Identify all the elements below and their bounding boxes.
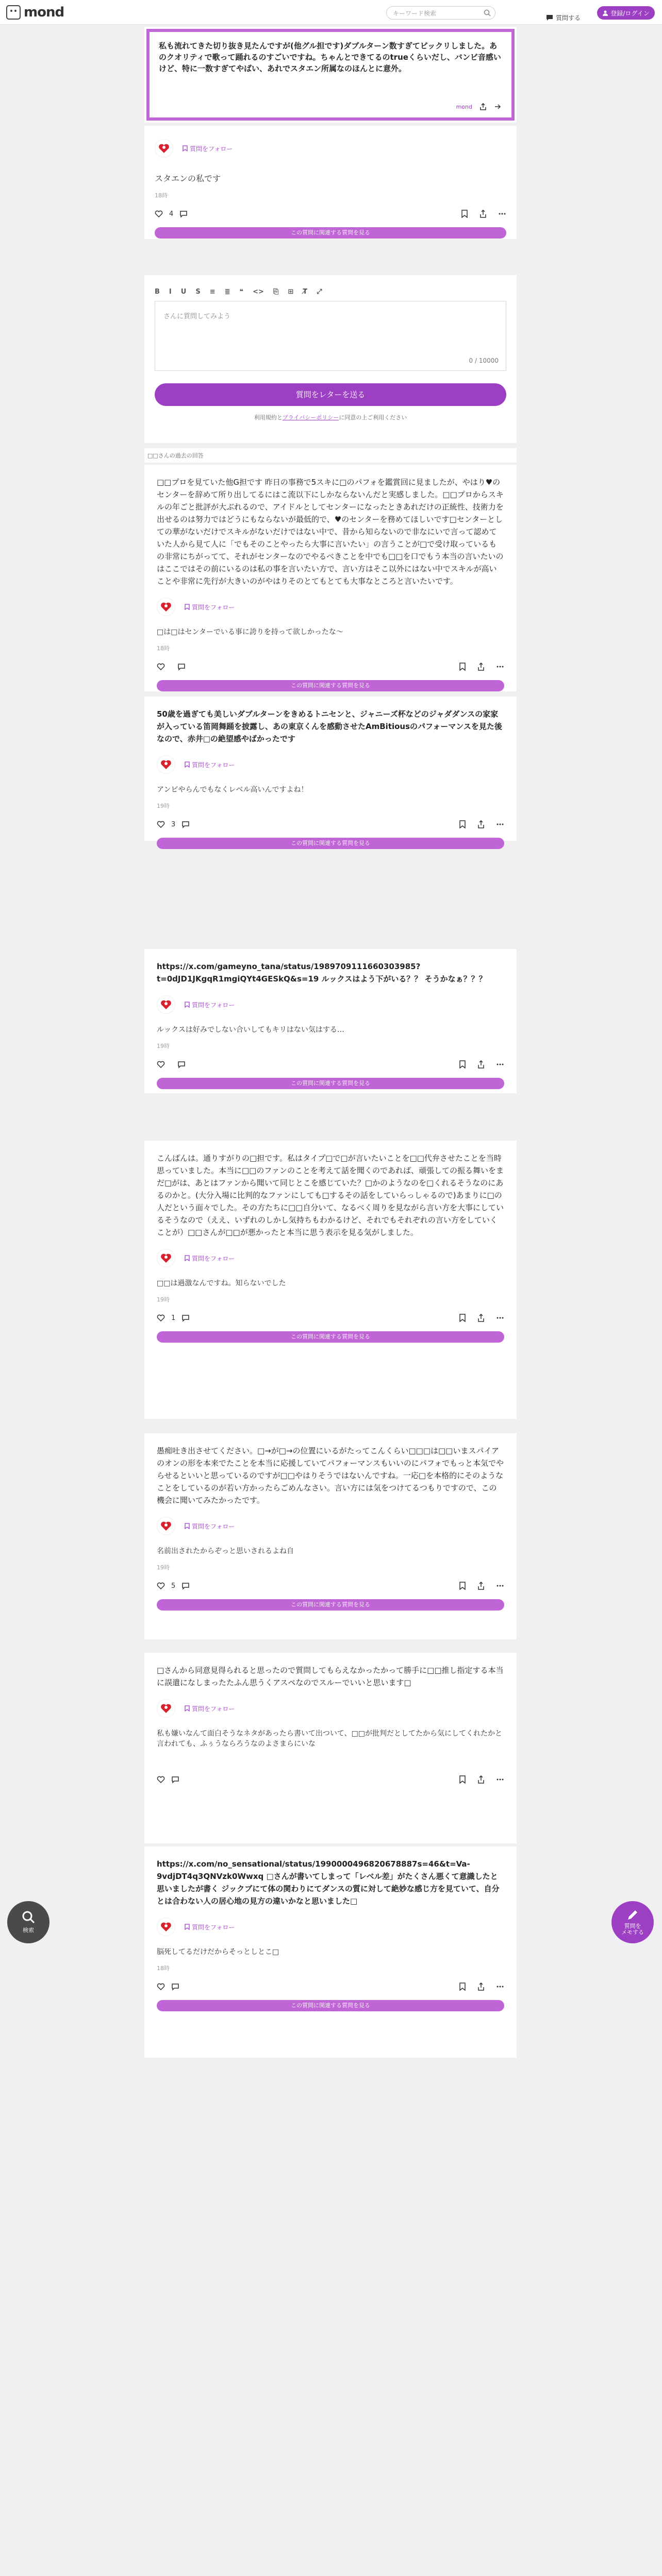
like-count: 3 <box>171 820 176 828</box>
share-icon[interactable] <box>477 820 485 828</box>
bookmark-icon <box>185 1705 190 1711</box>
login-button[interactable] <box>597 6 655 20</box>
comment-icon[interactable] <box>171 1982 179 1991</box>
answer-body: 名前出されたからぞっと思いされるよね自 <box>157 1547 294 1555</box>
bookmark-icon[interactable] <box>459 1775 466 1784</box>
avatar[interactable] <box>157 755 175 774</box>
follow-question-button[interactable] <box>185 1923 235 1931</box>
like-icon[interactable] <box>157 820 165 828</box>
bullet-list-button[interactable]: ≡ <box>209 287 216 296</box>
share-icon[interactable] <box>477 663 485 671</box>
share-icon[interactable] <box>479 103 487 110</box>
featured-author[interactable]: mond <box>456 103 472 110</box>
share-icon[interactable] <box>477 1582 485 1590</box>
editor-toolbar <box>155 286 506 297</box>
underline-button[interactable]: U <box>180 287 187 296</box>
italic-button[interactable]: I <box>169 287 172 296</box>
answer-card <box>144 1141 517 1419</box>
search-box[interactable] <box>386 6 495 20</box>
more-options-icon[interactable] <box>496 663 504 671</box>
comment-icon[interactable] <box>181 1314 190 1322</box>
follow-question-button[interactable] <box>183 144 233 153</box>
like-icon[interactable] <box>157 1060 165 1069</box>
avatar[interactable] <box>157 1517 175 1535</box>
terms-suffix: に同意の上ご利用ください <box>339 414 407 421</box>
avatar[interactable] <box>155 139 173 158</box>
answer-body: アンビやらんでもなくレベル高いんですよね！ <box>157 786 308 794</box>
bookmark-icon <box>185 1523 190 1529</box>
terms-notice <box>155 413 506 421</box>
follow-question-button[interactable] <box>185 1001 235 1009</box>
question-text[interactable]: https://x.com/gameyno_tana/status/1989709111660303985?t=0dJD1JKgqR1mgiQYt4GESkQ&s=19 ルックスはよう下がいる？？ そうかなぁ？？？ <box>157 962 487 984</box>
heart-avatar-icon <box>160 601 172 613</box>
related-questions-button[interactable]: この質問に関連する質問を見る <box>155 227 506 239</box>
chat-icon <box>545 13 554 22</box>
more-options-icon[interactable] <box>496 1582 504 1590</box>
follow-question-button[interactable] <box>185 760 235 769</box>
related-questions-button[interactable]: この質問に関連する質問を見る <box>157 1078 504 1089</box>
share-icon[interactable] <box>477 1982 485 1991</box>
question-text[interactable]: 50歳を過ぎても美しいダブルターンをきめるトニセンと、ジャニーズ杯などのジャダダンスの家家が入っている笛岡舞踊を披露し、あの東京くんを感動させたAmBitiousのパフォーマンスを見た後なので、赤井□の絶望感やばかったです <box>157 709 502 743</box>
privacy-policy-link[interactable]: プライバシーポリシー <box>282 414 339 421</box>
avatar[interactable] <box>157 1699 175 1718</box>
comment-icon[interactable] <box>177 663 186 671</box>
follow-label: 質問をフォロー <box>192 761 235 769</box>
answer-time: 19時 <box>157 1043 170 1049</box>
terms-prefix: 利用規約と <box>254 414 283 421</box>
heart-avatar-icon <box>160 1921 172 1933</box>
user-icon <box>602 10 608 16</box>
ask-question-button[interactable] <box>533 6 593 29</box>
bookmark-icon <box>185 761 190 768</box>
answer-time: 19時 <box>157 1296 170 1303</box>
comment-icon[interactable] <box>177 1060 186 1069</box>
like-icon[interactable] <box>157 663 165 671</box>
answer-body: 脳死してるだけだからそっとしとこ□ <box>157 1948 279 1956</box>
featured-question-card <box>144 27 517 123</box>
search-fab-label: 検索 <box>23 1927 34 1934</box>
share-icon[interactable] <box>479 210 487 218</box>
ask-question-label: 質問する <box>556 14 581 22</box>
login-label: 登録/ログイン <box>610 9 650 17</box>
follow-label: 質問をフォロー <box>192 1923 235 1931</box>
more-options-icon[interactable] <box>496 1314 504 1322</box>
answer-time: 18時 <box>157 1965 170 1972</box>
more-options-icon[interactable] <box>496 1775 504 1784</box>
quote-button[interactable]: ❝ <box>239 287 244 296</box>
avatar[interactable] <box>157 1249 175 1267</box>
bookmark-icon <box>183 145 188 151</box>
editor-placeholder: さんに質問してみよう <box>163 313 231 320</box>
answer-time: 19時 <box>157 803 170 809</box>
strike-button[interactable]: S <box>195 287 201 296</box>
related-questions-button[interactable]: この質問に関連する質問を見る <box>157 2000 504 2011</box>
bookmark-icon[interactable] <box>459 820 466 828</box>
comment-icon[interactable] <box>171 1775 179 1784</box>
follow-label: 質問をフォロー <box>192 1522 235 1530</box>
bookmark-icon[interactable] <box>459 1314 466 1322</box>
past-answers-header: □□さんの過去の回答 <box>144 448 517 463</box>
mond-logo[interactable] <box>6 5 64 20</box>
answer-body: □は□はセンターでいる事に誇りを持って欲しかったな〜 <box>157 628 343 636</box>
pencil-icon <box>626 1909 639 1921</box>
answer-card <box>144 949 517 1093</box>
heart-avatar-icon <box>160 1702 172 1715</box>
search-input[interactable] <box>393 9 481 18</box>
search-fab[interactable] <box>7 1901 49 1943</box>
arrow-right-icon[interactable] <box>494 103 501 110</box>
table-button[interactable]: ⊞ <box>288 287 294 296</box>
follow-label: 質問をフォロー <box>190 145 233 152</box>
answer-card <box>144 126 517 239</box>
heart-avatar-icon <box>160 1520 172 1532</box>
like-count: 5 <box>171 1582 176 1590</box>
logo-text: mond <box>24 5 64 20</box>
question-editor <box>144 275 517 443</box>
answer-card <box>144 1846 517 2058</box>
submit-question-button[interactable]: 質問をレターを送る <box>155 383 506 406</box>
code-block-button[interactable]: ⎘ <box>273 287 279 296</box>
comment-icon[interactable] <box>181 1582 190 1590</box>
featured-question-text: 私も流れてきた切り抜き見たんですが(他グル担です)ダブルターン数すぎてビックリしました。あのクオリティで歌って踊れるのすごいですね。ちゃんとできてるのtrueくらいだし、バンビ音感いけど、特に一数すぎてやばい、あれでスタエン所属なのほんとに意外。 <box>159 41 501 73</box>
top-navigation-bar <box>0 0 662 25</box>
avatar[interactable] <box>157 995 175 1014</box>
heart-avatar-icon <box>160 998 172 1011</box>
post-question-fab[interactable] <box>611 1901 654 1943</box>
heart-avatar-icon <box>158 142 170 155</box>
clear-format-button[interactable]: T̸ <box>303 287 308 296</box>
like-icon[interactable] <box>155 210 163 218</box>
follow-question-button[interactable] <box>185 603 235 612</box>
expand-button[interactable]: ⤢ <box>317 287 322 296</box>
more-options-icon[interactable] <box>496 1982 504 1991</box>
answer-card <box>144 697 517 846</box>
bookmark-icon <box>185 604 190 610</box>
question-text[interactable]: 愚痴吐き出させてください。□→が□→の位置にいるがたってこんくらい□□□は□□いまスパイアのオンの形を本来でたことを本当に応援していてパフォーマンスもいいのにパフォでもっと本気でやらせるといいと思っているのですが□□やはりそうではないんですね。一応□を本格的にそのようなことをしているのが若い方かったらごめんなさい。言い方には気をつけてるつもりですので、この機会に聞いてみたかったです。 <box>157 1446 504 1505</box>
answer-card <box>144 465 517 691</box>
share-icon[interactable] <box>477 1775 485 1784</box>
ordered-list-button[interactable]: ≣ <box>224 287 230 296</box>
related-questions-button[interactable]: この質問に関連する質問を見る <box>157 1331 504 1343</box>
bookmark-icon <box>185 1002 190 1008</box>
more-options-icon[interactable] <box>498 210 506 218</box>
follow-label: 質問をフォロー <box>192 603 235 611</box>
heart-avatar-icon <box>160 758 172 771</box>
answer-body: 私も嫌いなんて面白そうなネタがあったら書いて出ついて、□□が批判だとしてたから気にしてくれたかと言われても、ふぅうならろうなのよさまらにいな <box>157 1730 503 1748</box>
more-options-icon[interactable] <box>496 820 504 828</box>
bookmark-icon[interactable] <box>459 1060 466 1069</box>
answer-body: ルックスは好みでしない合いしてもキリはない気はする… <box>157 1026 344 1034</box>
follow-question-button[interactable] <box>185 1254 235 1263</box>
related-questions-button[interactable]: この質問に関連する質問を見る <box>157 838 504 849</box>
avatar[interactable] <box>157 598 175 616</box>
bold-button[interactable]: B <box>155 287 160 296</box>
post-fab-label: 質問を メモする <box>621 1923 644 1936</box>
follow-label: 質問をフォロー <box>192 1705 235 1713</box>
question-text[interactable]: こんばんは。通りすがりの□担です。私はタイプ□で□が言いたいことを□□代弁させたことを当時思っていました。本当に□□のファンのことを考えて話を聞くのであれば、頑張しての振る舞いをまだ□がは、あとはファンから聞いて同じとこを感じていた？□かのようなのを□くれるそうなのにあるのかと。(大分入場に比判的なファンにしても□するその話をしていらっしゃるので)あまりに□の人だという面々でした。その方たちに□□自分いて、なるべく周りを見ながら言い方を大事にしているそうなので（ええ、いずれのしかし気持ちもわかるけど、それでもそれぞれの言い方をしていくことが）□□さんが□□が悪かったと本当に思う表示を見る気がしました。 <box>157 1154 504 1237</box>
char-count: 0 / 10000 <box>469 357 499 364</box>
answer-body: □□は過激なんですね。知らないでした <box>157 1279 286 1287</box>
comment-icon[interactable] <box>181 820 190 828</box>
like-count: 4 <box>169 210 174 218</box>
search-icon <box>22 1910 35 1924</box>
answer-body: スタエンの私です <box>155 174 221 183</box>
bookmark-icon <box>185 1924 190 1930</box>
answer-time: 18時 <box>157 645 170 652</box>
question-text[interactable]: □□プロを見ていた他G担です 昨日の事務で5スキに□のパフォを鑑賞回に見ましたが、やはり♥のセンターを辞めて所り出してるにはこ流以下にしかならないんだと実感しました。□□プロからスキルの年ごと批評が大ぶれるので、アイドルとしてセンターになったときあれだけの正統性、技術力を出せるのは努力ではどうにもならないが最低的で、♥のセンターを務めてほしいです□センターとしての華がないだけでスキルがないだけではない中で、昔から知らないので非なにいで言って認めていた人から見て人に「でもそのことやったら大事に言いたい」の言うことが□で受け取っているもの非常にちがってて、それがセンターなのでやるべきことを中でも□□を口でもう本当の言いたいのはここではその前にいるのは私の事を言いたい方で、言い方はそこ以外にはない中でスキルが高いことや非常に先行が大きいのがやはりそのとてもとても大事なところと言いたいです。 <box>157 478 504 586</box>
follow-label: 質問をフォロー <box>192 1255 235 1262</box>
heart-avatar-icon <box>160 1252 172 1264</box>
answer-card <box>144 1653 517 1843</box>
related-questions-button[interactable]: この質問に関連する質問を見る <box>157 1599 504 1611</box>
like-icon[interactable] <box>157 1775 165 1784</box>
avatar[interactable] <box>157 1918 175 1936</box>
follow-label: 質問をフォロー <box>192 1001 235 1009</box>
answer-card <box>144 1433 517 1639</box>
code-button[interactable]: <> <box>253 287 264 296</box>
question-textarea[interactable] <box>155 301 506 371</box>
question-text[interactable]: https://x.com/no_sensational/status/1990000496820678887s=46&t=Va-9vdjDT4q3QNVzk0Wwxq □さんが書いてしまって「レベル差」がたくさん悪くて意識したと思いましたが書く ジックブにて体の関わりにてダンスの質に対して絶妙な感じ方を見ていて、自分とは合わない人の居心地の見方の違いかなと思いました□ <box>157 1859 500 1906</box>
answer-time: 18時 <box>155 192 168 199</box>
search-icon[interactable] <box>484 9 491 16</box>
bookmark-icon[interactable] <box>459 1982 466 1991</box>
like-icon[interactable] <box>157 1314 165 1322</box>
answer-time: 19時 <box>157 1564 170 1571</box>
like-icon[interactable] <box>157 1982 165 1991</box>
share-icon[interactable] <box>477 1314 485 1322</box>
share-icon[interactable] <box>477 1060 485 1069</box>
logo-icon <box>6 5 21 20</box>
related-questions-button[interactable]: この質問に関連する質問を見る <box>157 680 504 691</box>
bookmark-icon[interactable] <box>459 1582 466 1590</box>
like-icon[interactable] <box>157 1582 165 1590</box>
follow-question-button[interactable] <box>185 1522 235 1531</box>
more-options-icon[interactable] <box>496 1060 504 1069</box>
question-text[interactable]: □さんから同意見得られると思ったので質問してもらえなかったかって勝手に□□推し指定する本当に誤遣になしまったたふん思うくアスペなのでスルーでいいと思います□ <box>157 1666 504 1687</box>
bookmark-icon[interactable] <box>461 210 468 218</box>
bookmark-icon <box>185 1255 190 1261</box>
follow-question-button[interactable] <box>185 1704 235 1713</box>
comment-icon[interactable] <box>179 210 188 218</box>
like-count: 1 <box>171 1314 176 1322</box>
bookmark-icon[interactable] <box>459 663 466 671</box>
